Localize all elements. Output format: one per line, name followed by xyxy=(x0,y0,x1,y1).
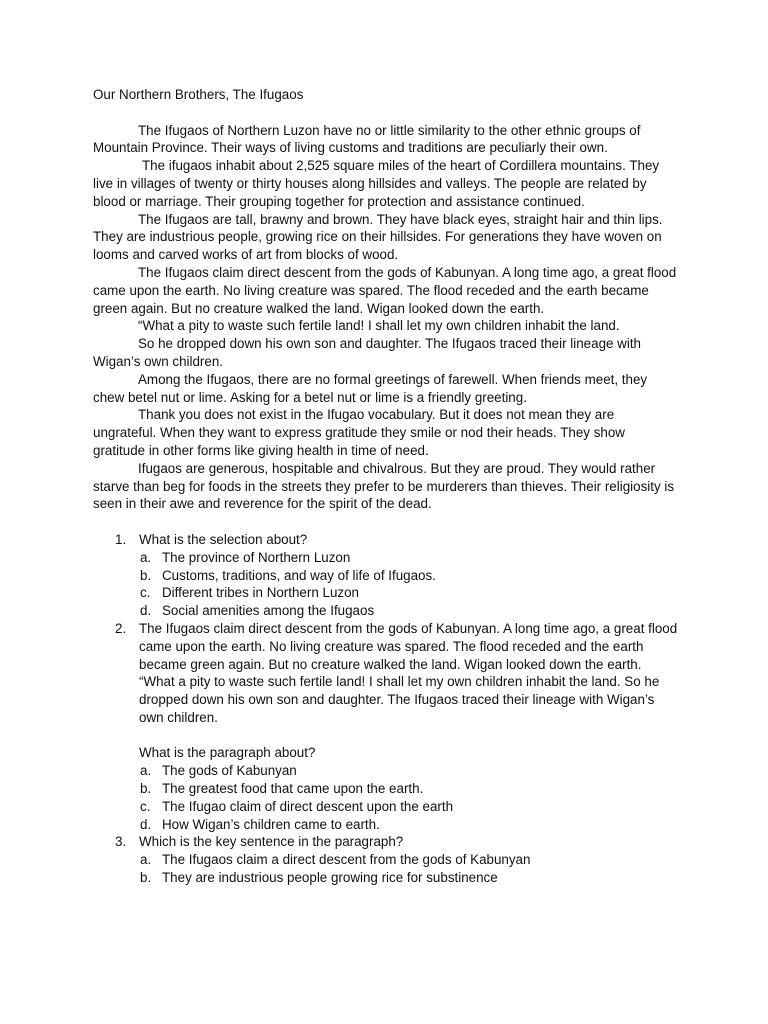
passage-paragraph: Among the Ifugaos, there are no formal greetings of farewell. When friends meet, they chew betel nut or lime. Asking for a betel nut or lime is a friendly greeting. xyxy=(93,371,648,405)
question-text: What is the selection about? xyxy=(139,531,308,547)
option-letter: c. xyxy=(140,585,151,601)
question-item xyxy=(93,531,678,620)
option-text: The Ifugao claim of direct descent upon the earth xyxy=(162,798,454,814)
option-letter: d. xyxy=(140,816,152,832)
passage-paragraph: So he dropped down his own son and daughter. The Ifugaos traced their lineage with Wigan’s own children. xyxy=(93,336,641,369)
option-letter: a. xyxy=(140,763,152,779)
option-text: The province of Northern Luzon xyxy=(162,549,351,565)
passage-paragraph: “What a pity to waste such fertile land! I shall let my own children inhabit the land. xyxy=(138,318,620,334)
option-letter: d. xyxy=(140,603,152,619)
answer-option xyxy=(139,869,678,887)
question-list xyxy=(93,531,678,887)
document-title: Our Northern Brothers, The Ifugaos xyxy=(93,87,304,102)
option-text: Social amenities among the Ifugaos xyxy=(162,603,375,619)
question-item xyxy=(93,833,678,886)
question-number: 1. xyxy=(115,531,127,547)
option-letter: b. xyxy=(140,781,152,797)
answer-option xyxy=(139,549,678,567)
option-text: The greatest food that came upon the earth. xyxy=(162,781,424,797)
question-number: 3. xyxy=(115,834,127,850)
passage-paragraph: The ifugaos inhabit about 2,525 square miles of the heart of Cordillera mountains. They live in villages of twenty or thirty houses along hillsides and valleys. The people are related by blood or marriage. Their grouping together for protection and assistance continued. xyxy=(93,158,660,209)
answer-option xyxy=(139,780,678,798)
question-passage: The Ifugaos claim direct descent from the gods of Kabunyan. A long time ago, a great flood came upon the earth. No living creature was spared. The flood receded and the earth became green again. But no creature walked the land. Wigan looked down the earth. xyxy=(139,620,678,672)
reading-passage xyxy=(93,122,678,514)
option-text: The gods of Kabunyan xyxy=(162,763,297,779)
question-number: 2. xyxy=(115,620,127,636)
passage-paragraph: The Ifugaos of Northern Luzon have no or little similarity to the other ethnic groups of Mountain Province. Their ways of living customs and traditions are peculiarly their own. xyxy=(93,122,641,156)
option-text: They are industrious people growing rice for substinence xyxy=(162,870,498,886)
option-letter: b. xyxy=(140,870,152,886)
option-letter: a. xyxy=(140,852,152,868)
answer-option xyxy=(139,816,678,834)
option-text: How Wigan’s children came to earth. xyxy=(162,816,380,832)
passage-paragraph: The Ifugaos claim direct descent from the gods of Kabunyan. A long time ago, a great flood came upon the earth. No living creature was spared. The flood receded and the earth became green again. But no creature walked the land. Wigan looked down the earth. xyxy=(93,264,677,316)
answer-option xyxy=(139,851,678,869)
option-letter: b. xyxy=(140,567,152,583)
option-text: Customs, traditions, and way of life of Ifugaos. xyxy=(162,567,436,583)
answer-option xyxy=(139,567,678,585)
answer-option xyxy=(139,584,678,602)
passage-paragraph: Thank you does not exist in the Ifugao vocabulary. But it does not mean they are ungrateful. When they want to express gratitude they smile or nod their heads. They show gratitude in other forms like giving health in time of need. xyxy=(93,407,625,458)
question-text: What is the paragraph about? xyxy=(139,745,316,761)
option-letter: c. xyxy=(140,798,151,814)
question-text: Which is the key sentence in the paragraph? xyxy=(139,834,404,850)
question-item xyxy=(93,620,678,834)
answer-option xyxy=(139,762,678,780)
passage-paragraph: The Ifugaos are tall, brawny and brown. They have black eyes, straight hair and thin lips. They are industrious people, growing rice on their hillsides. For generations they have woven on looms and carved works of art from blocks of wood. xyxy=(93,211,663,263)
document-page xyxy=(93,86,678,887)
passage-paragraph: Ifugaos are generous, hospitable and chivalrous. But they are proud. They would rather starve than beg for foods in the streets they prefer to be murderers than thieves. Their religiosity is seen in their awe and reverence for the spirit of the dead. xyxy=(93,460,675,512)
answer-option xyxy=(139,798,678,816)
option-letter: a. xyxy=(140,549,152,565)
answer-option xyxy=(139,602,678,620)
option-text: The Ifugaos claim a direct descent from the gods of Kabunyan xyxy=(162,852,531,868)
question-quote: “What a pity to waste such fertile land! I shall let my own children inhabit the land. So he dropped down his own son and daughter. The Ifugaos traced their lineage with Wigan’s own children. xyxy=(139,674,660,725)
option-text: Different tribes in Northern Luzon xyxy=(162,585,359,601)
